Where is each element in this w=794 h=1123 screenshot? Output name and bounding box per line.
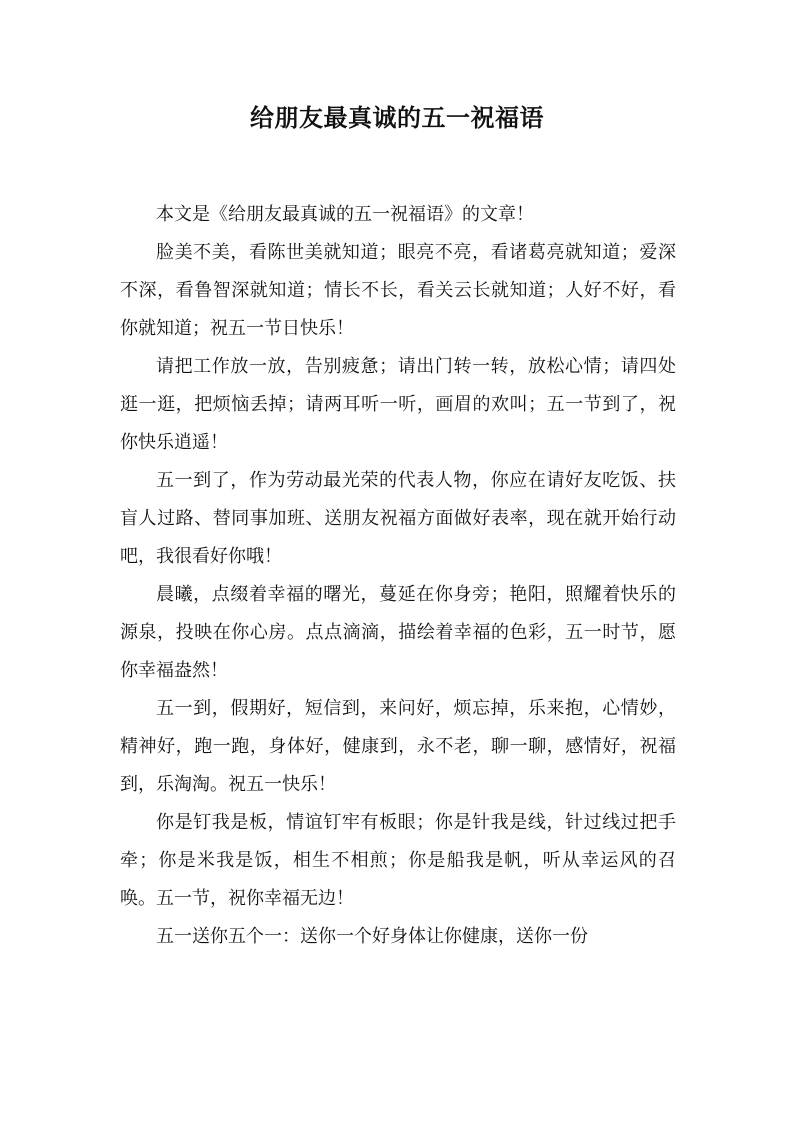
paragraph: 晨曦，点缀着幸福的曙光，蔓延在你身旁；艳阳，照耀着快乐的源泉，投映在你心房。点点滴滴，描绘着幸福的色彩，五一时节，愿你幸福盎然！ xyxy=(120,584,676,681)
paragraph: 请把工作放一放，告别疲惫；请出门转一转，放松心情；请四处逛一逛，把烦恼丢掉；请两耳听一听，画眉的欢叫；五一节到了，祝你快乐逍遥！ xyxy=(120,356,676,453)
paragraph: 五一到，假期好，短信到，来问好，烦忘掉，乐来抱，心情妙，精神好，跑一跑，身体好，健康到，永不老，聊一聊，感情好，祝福到，乐淘淘。祝五一快乐！ xyxy=(120,698,676,795)
paragraph: 五一到了，作为劳动最光荣的代表人物，你应在请好友吃饭、扶盲人过路、替同事加班、送朋友祝福方面做好表率，现在就开始行动吧，我很看好你哦！ xyxy=(120,470,676,567)
paragraph: 你是钉我是板，情谊钉牢有板眼；你是针我是线，针过线过把手牵；你是米我是饭，相生不相煎；你是船我是帆，听从幸运风的召唤。五一节，祝你幸福无边！ xyxy=(120,812,676,909)
paragraph: 脸美不美，看陈世美就知道；眼亮不亮，看诸葛亮就知道；爱深不深，看鲁智深就知道；情长不长，看关云长就知道；人好不好，看你就知道；祝五一节日快乐！ xyxy=(120,242,676,339)
paragraph-truncated: 五一送你五个一：送你一个好身体让你健康，送你一份 xyxy=(156,926,588,947)
paragraph-intro: 本文是《给朋友最真诚的五一祝福语》的文章！ xyxy=(156,204,534,225)
document-title: 给朋友最真诚的五一祝福语 xyxy=(250,104,544,132)
document-body xyxy=(120,196,676,956)
